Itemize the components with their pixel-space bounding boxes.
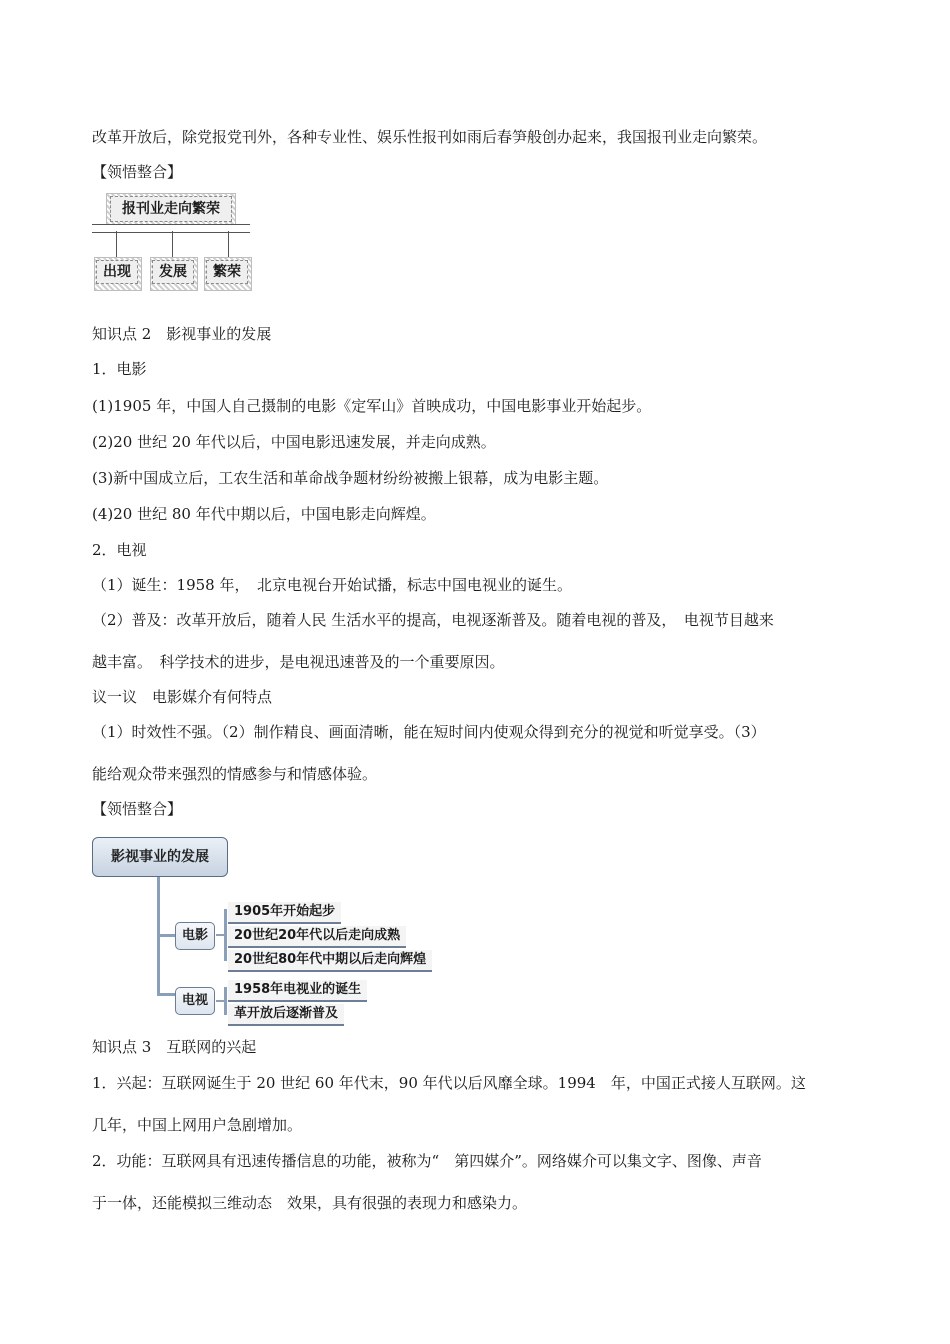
tv-heading: 2．电视 xyxy=(92,541,147,559)
internet-rise-cont: 几年，中国上网用户急剧增加。 xyxy=(92,1116,303,1134)
press-diagram xyxy=(92,193,250,293)
diagram-title: 报刊业走向繁荣 xyxy=(110,196,232,222)
tv-point-2: （2）普及：改革开放后，随着人民 生活水平的提高，电视逐渐普及。随着电视的普及， 电视节目越来 xyxy=(92,611,774,629)
film-tv-diagram xyxy=(90,830,440,1025)
discussion-text: （1）时效性不强。（2）制作精良、画面清晰，能在短时间内使观众得到充分的视觉和听觉享受。（3） xyxy=(92,723,766,741)
film-item: 20世纪20年代以后走向成熟 xyxy=(228,926,406,948)
knowledge-point-3: 知识点 3 互联网的兴起 xyxy=(92,1038,257,1056)
connector-line xyxy=(216,934,226,936)
film-heading: 1．电影 xyxy=(92,360,147,378)
film-point-3: (3)新中国成立后，工农生活和革命战争题材纷纷被搬上银幕，成为电影主题。 xyxy=(92,469,609,487)
connector-line xyxy=(157,934,175,937)
connector-line xyxy=(172,231,173,260)
connector-line xyxy=(216,1000,226,1002)
knowledge-point-2: 知识点 2 影视事业的发展 xyxy=(92,325,272,343)
diagram-node: 繁荣 xyxy=(206,260,248,284)
tv-node: 电视 xyxy=(175,987,215,1015)
diagram-title: 影视事业的发展 xyxy=(92,837,228,877)
diagram-node: 发展 xyxy=(152,260,194,284)
section-heading: 【领悟整合】 xyxy=(92,800,183,818)
film-point-2: (2)20 世纪 20 年代以后，中国电影迅速发展，并走向成熟。 xyxy=(92,433,496,451)
film-item: 1905年开始起步 xyxy=(228,902,341,924)
discussion-heading: 议一议 电影媒介有何特点 xyxy=(92,688,273,706)
connector-line xyxy=(157,993,175,996)
film-item: 20世纪80年代中期以后走向辉煌 xyxy=(228,950,432,972)
internet-rise: 1．兴起：互联网诞生于 20 世纪 60 年代末，90 年代以后风靡全球。1994 年，中国正式接人互联网。这 xyxy=(92,1074,806,1092)
film-point-1: (1)1905 年，中国人自己摄制的电影《定军山》首映成功，中国电影事业开始起步。 xyxy=(92,397,652,415)
diagram-node: 出现 xyxy=(96,260,138,284)
paragraph-press-prosperity: 改革开放后，除党报党刊外，各种专业性、娱乐性报刊如雨后春笋般创办起来，我国报刊业走向繁荣。 xyxy=(92,128,768,146)
internet-function: 2．功能：互联网具有迅速传播信息的功能，被称为“ 第四媒介”。网络媒介可以集文字、图像、声音 xyxy=(92,1152,762,1170)
film-point-4: (4)20 世纪 80 年代中期以后，中国电影走向辉煌。 xyxy=(92,505,436,523)
section-heading: 【领悟整合】 xyxy=(92,163,183,181)
film-node: 电影 xyxy=(175,922,215,950)
internet-function-cont: 于一体，还能模拟三维动态 效果，具有很强的表现力和感染力。 xyxy=(92,1194,528,1212)
discussion-text-cont: 能给观众带来强烈的情感参与和情感体验。 xyxy=(92,765,378,783)
connector-line xyxy=(116,231,117,260)
tv-point-2-cont: 越丰富。 科学技术的进步，是电视迅速普及的一个重要原因。 xyxy=(92,653,505,671)
tv-item: 革开放后逐渐普及 xyxy=(228,1004,344,1026)
tv-point-1: （1）诞生：1958 年， 北京电视台开始试播，标志中国电视业的诞生。 xyxy=(92,576,572,594)
tv-item: 1958年电视业的诞生 xyxy=(228,980,367,1002)
connector-line xyxy=(228,231,229,260)
